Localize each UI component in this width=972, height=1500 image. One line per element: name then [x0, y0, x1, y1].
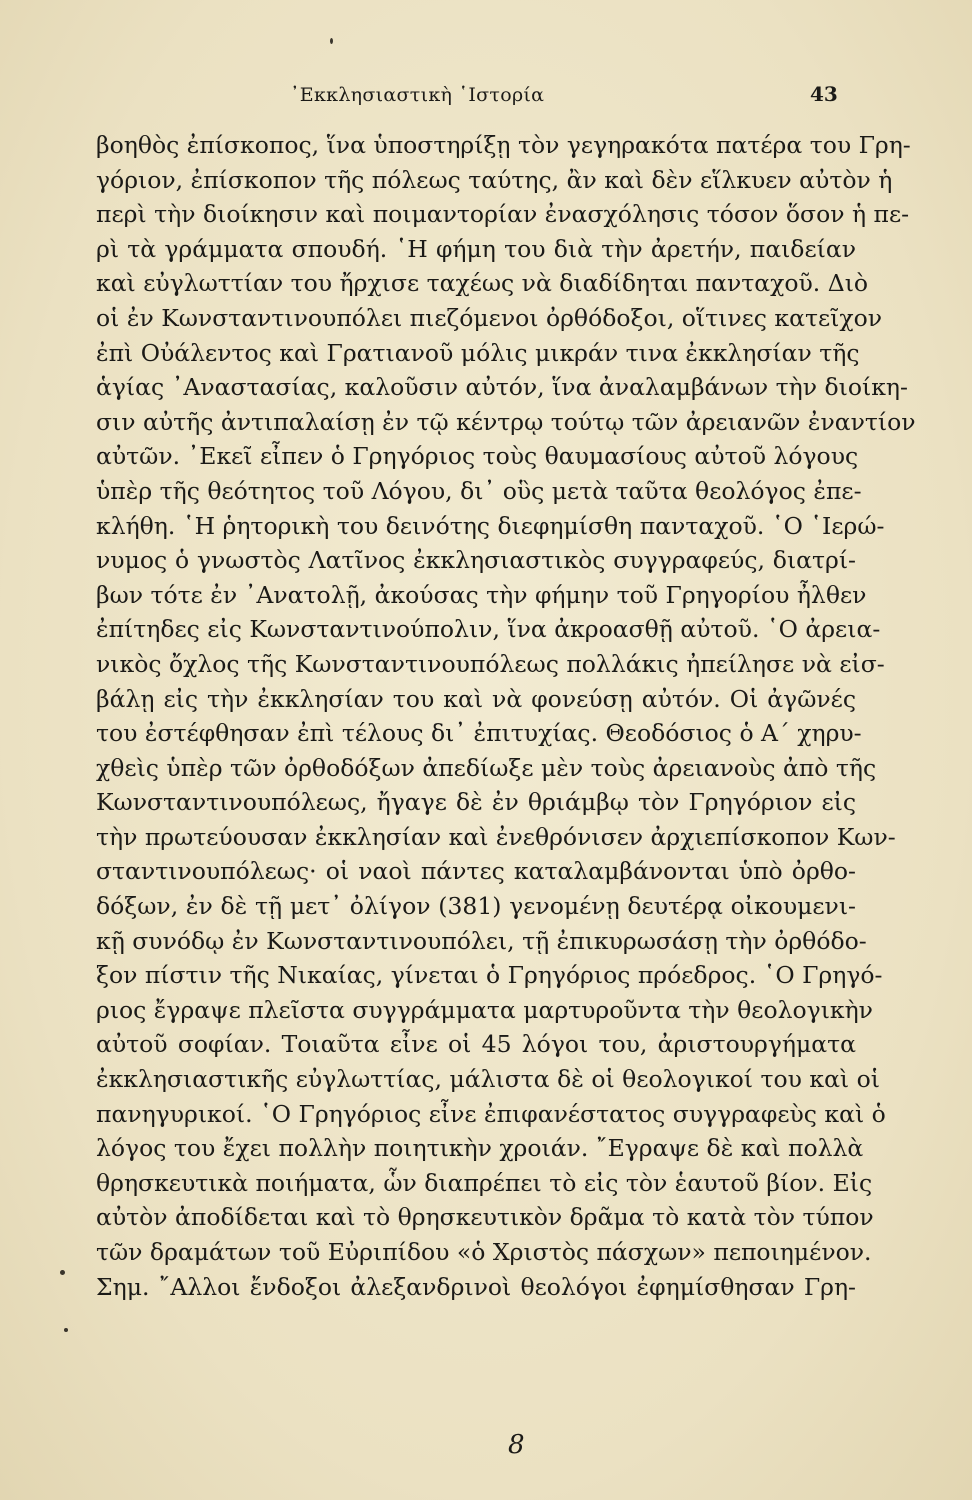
text-line: οἱ ἐν Κωνσταντινουπόλει πιεζόμενοι ὀρθόδοξοι, οἵτινες κατεῖχον — [96, 303, 883, 332]
text-line: γόριον, ἐπίσκοπον τῆς πόλεως ταύτης, ἂν καὶ δὲν εἵλκυεν αὐτὸν ἡ — [96, 165, 893, 194]
text-line: Κωνσταντινουπόλεως, ἤγαγε δὲ ἐν θριάμβῳ τὸν Γρηγόριον εἰς — [96, 788, 856, 817]
text-line: του ἐστέφθησαν ἐπὶ τέλους δι᾿ ἐπιτυχίας. Θεοδόσιος ὁ Α´ χηρυ- — [96, 719, 862, 748]
text-line: κῇ συνόδῳ ἐν Κωνσταντινουπόλει, τῇ ἐπικυρωσάσῃ τὴν ὀρθόδο- — [96, 926, 867, 955]
text-line: ἐπίτηδες εἰς Κωνσταντινούπολιν, ἵνα ἀκροασθῇ αὐτοῦ. ῾Ο ἀρεια- — [96, 615, 881, 644]
text-line: νικὸς ὄχλος τῆς Κωνσταντινουπόλεως πολλάκις ἠπείλησε νὰ εἰσ- — [96, 649, 885, 678]
text-line: τῶν δραμάτων τοῦ Εὐριπίδου «ὁ Χριστὸς πάσχων» πεποιημένον. — [96, 1238, 872, 1266]
text-line: θρησκευτικὰ ποιήματα, ὧν διαπρέπει τὸ εἰς τὸν ἑαυτοῦ βίον. Εἰς — [96, 1168, 873, 1197]
text-line: ἐκκλησιαστικῆς εὐγλωττίας, μάλιστα δὲ οἱ θεολογικοί του καὶ οἱ — [96, 1065, 880, 1094]
text-line: βοηθὸς ἐπίσκοπος, ἵνα ὑποστηρίξῃ τὸν γεγηρακότα πατέρα του Γρη- — [96, 131, 911, 159]
text-line: ἁγίας ᾿Αναστασίας, καλοῦσιν αὐτόν, ἵνα ἀναλαμβάνων τὴν διοίκη- — [96, 373, 908, 402]
text-line: αὐτὸν ἀποδίδεται καὶ τὸ θρησκευτικὸν δρᾶμα τὸ κατὰ τὸν τύπον — [96, 1203, 874, 1232]
text-line: περὶ τὴν διοίκησιν καὶ ποιμαντορίαν ἐνασχόλησις τόσον ὅσον ἡ πε- — [96, 200, 910, 229]
text-line: λόγος του ἔχει πολλὴν ποιητικὴν χροιάν. ῎Εγραψε δὲ καὶ πολλὰ — [96, 1134, 864, 1163]
text-line: αὐτῶν. ᾿Εκεῖ εἶπεν ὁ Γρηγόριος τοὺς θαυμασίους αὐτοῦ λόγους — [96, 442, 859, 471]
text-line: ξον πίστιν τῆς Νικαίας, γίνεται ὁ Γρηγόριος πρόεδρος. ῾Ο Γρηγό- — [96, 961, 883, 990]
page-speck — [60, 1270, 65, 1275]
text-line: ρὶ τὰ γράμματα σπουδή. ῾Η φήμη του διὰ τὴν ἀρετήν, παιδείαν — [96, 234, 856, 263]
page-speck — [330, 38, 333, 44]
body-text — [96, 128, 916, 1304]
text-line: δόξων, ἐν δὲ τῇ μετ᾿ ὀλίγον (381) γενομένῃ δευτέρᾳ οἰκουμενι- — [96, 892, 856, 921]
text-line: βάλῃ εἰς τὴν ἐκκλησίαν του καὶ νὰ φονεύσῃ αὐτόν. Οἱ ἀγῶνές — [96, 684, 856, 713]
text-line: πανηγυρικοί. ῾Ο Γρηγόριος εἶνε ἐπιφανέστατος συγγραφεὺς καὶ ὁ — [96, 1099, 886, 1128]
text-line: αὐτοῦ σοφίαν. Τοιαῦτα εἶνε οἱ 45 λόγοι του, ἀριστουργήματα — [96, 1030, 856, 1059]
footnote-line: Σημ. ῎Αλλοι ἔνδοξοι ἀλεξανδρινοὶ θεολόγοι ἐφημίσθησαν Γρη- — [96, 1272, 856, 1301]
text-line: ριος ἔγραψε πλεῖστα συγγράμματα μαρτυροῦντα τὴν θεολογικὴν — [96, 995, 873, 1024]
text-line: σιν αὐτῆς ἀντιπαλαίσῃ ἐν τῷ κέντρῳ τούτῳ τῶν ἀρειανῶν ἐναντίον — [96, 407, 916, 436]
page-speck — [64, 1328, 68, 1332]
text-line: σταντινουπόλεως· οἱ ναοὶ πάντες καταλαμβάνονται ὑπὸ ὀρθο- — [96, 857, 856, 886]
text-line: καὶ εὐγλωττίαν του ἤρχισε ταχέως νὰ διαδίδηται πανταχοῦ. Διὸ — [96, 269, 869, 298]
text-line: βων τότε ἐν ᾿Ανατολῇ, ἀκούσας τὴν φήμην τοῦ Γρηγορίου ἦλθεν — [96, 580, 867, 609]
text-line: κλήθη. ῾Η ῥητορικὴ του δεινότης διεφημίσθη πανταχοῦ. ῾Ο ῾Ιερώ- — [96, 511, 885, 540]
page-number: 43 — [810, 82, 838, 106]
signature-mark: 8 — [508, 1430, 525, 1460]
text-line: τὴν πρωτεύουσαν ἐκκλησίαν καὶ ἐνεθρόνισεν ἀρχιεπίσκοπον Κων- — [96, 822, 896, 851]
text-line: νυμος ὁ γνωστὸς Λατῖνος ἐκκλησιαστικὸς συγγραφεύς, διατρί- — [96, 546, 856, 575]
text-line: χθεὶς ὑπὲρ τῶν ὀρθοδόξων ἀπεδίωξε μὲν τοὺς ἀρειανοὺς ἀπὸ τῆς — [96, 753, 877, 782]
text-line: ἐπὶ Οὐάλεντος καὶ Γρατιανοῦ μόλις μικράν τινα ἐκκλησίαν τῆς — [96, 338, 860, 367]
running-head: ᾿Εκκλησιαστικὴ ῾Ιστορία — [290, 84, 545, 106]
text-line: ὑπὲρ τῆς θεότητος τοῦ Λόγου, δι᾿ οὓς μετὰ ταῦτα θεολόγος ἐπε- — [96, 476, 862, 505]
